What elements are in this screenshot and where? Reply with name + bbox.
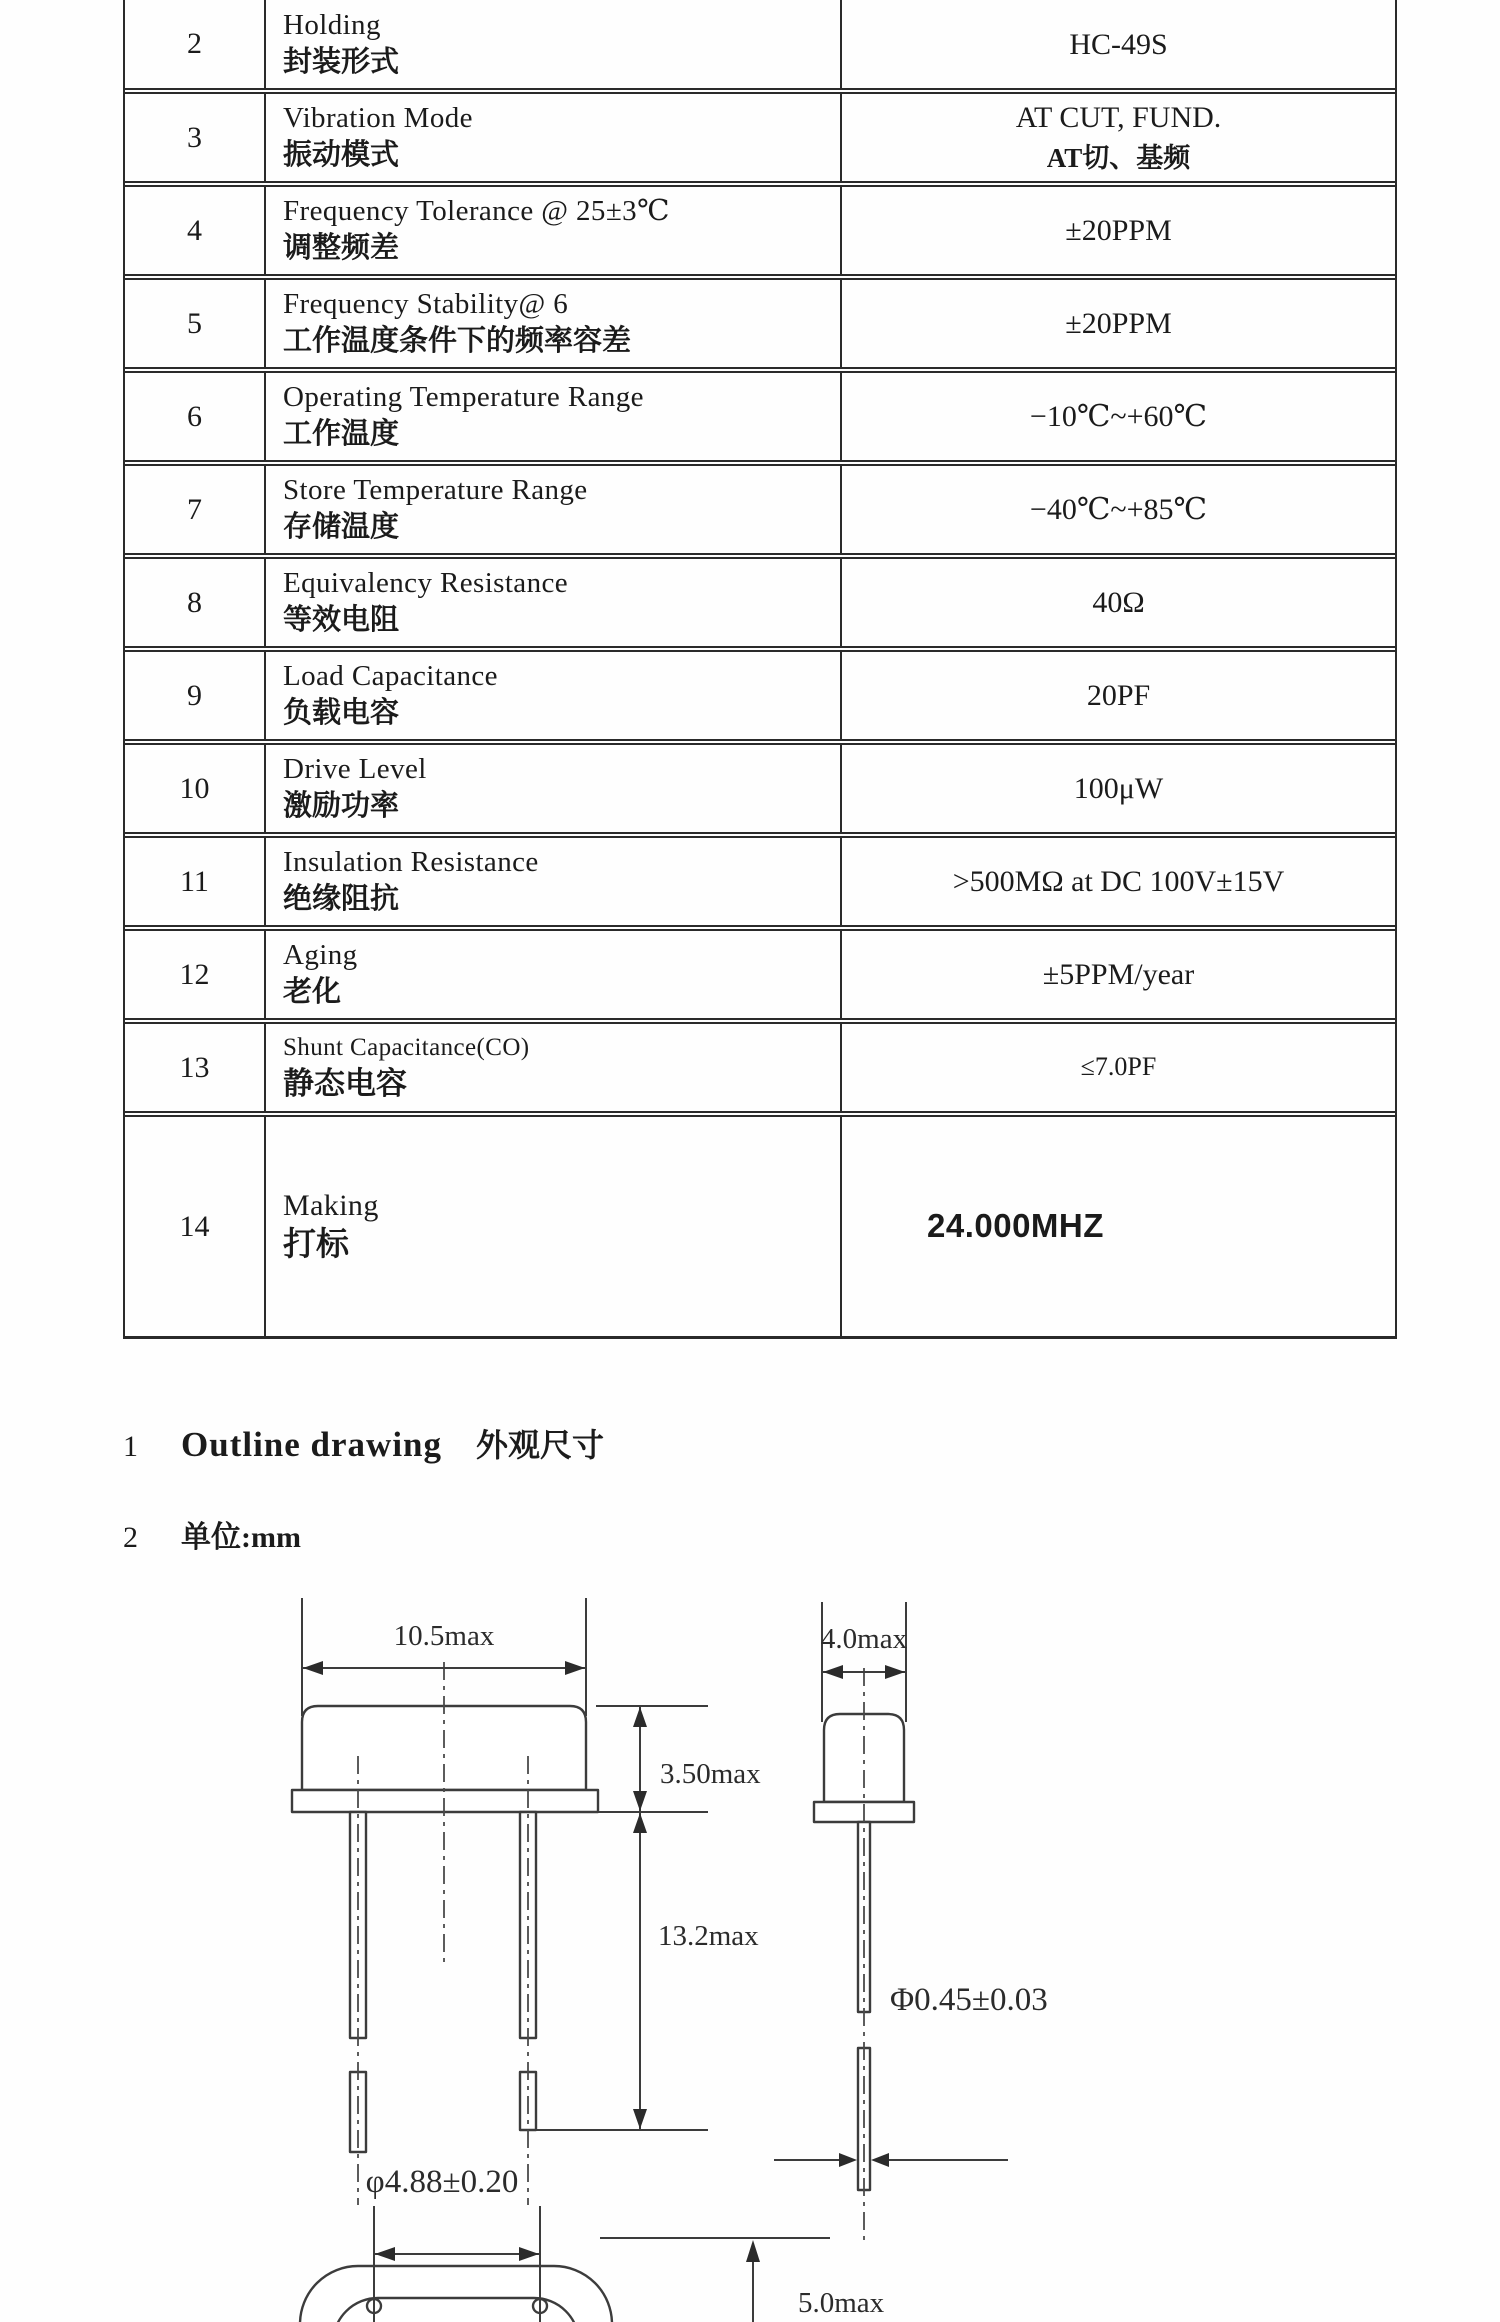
parameter-name-zh: 工作温度: [283, 418, 400, 450]
parameter-name-en: Shunt Capacitance(CO): [283, 1034, 530, 1062]
row-number-cell: 7: [125, 466, 266, 553]
parameter-name-zh: 封装形式: [283, 45, 400, 78]
parameter-name-en: Making: [283, 1189, 379, 1223]
section-number: 1: [123, 1430, 138, 1463]
section-number: 2: [123, 1521, 138, 1554]
row-number-cell: 11: [125, 838, 266, 925]
front-lead-dim-label: 13.2max: [658, 1920, 759, 1952]
parameter-value: 100μW: [1073, 772, 1164, 805]
arrowhead: [519, 2247, 539, 2261]
parameter-name-en: Equivalency Resistance: [283, 567, 569, 600]
front-width-dim-label: 10.5max: [393, 1620, 495, 1652]
arrowhead: [871, 2153, 889, 2167]
parameter-value: ±5PPM/year: [1042, 958, 1195, 991]
parameter-name-zh: 老化: [283, 976, 342, 1008]
pin-spacing-dim-label: φ4.88±0.20: [365, 2164, 519, 2200]
row-number-cell: 2: [125, 0, 266, 88]
parameter-value: AT CUT, FUND.: [1015, 101, 1222, 135]
arrowhead: [839, 2153, 857, 2167]
parameter-name-en: Drive Level: [283, 753, 427, 786]
row-number-cell: 4: [125, 187, 266, 274]
parameter-name-zh: 等效电阻: [283, 604, 400, 636]
parameter-value: −40℃~+85℃: [1029, 493, 1208, 526]
parameter-value: ±20PPM: [1065, 214, 1172, 247]
arrowhead: [823, 1665, 843, 1679]
crystal-flange-front: [292, 1790, 598, 1812]
arrowhead: [633, 1791, 647, 1811]
arrowhead: [633, 2109, 647, 2129]
parameter-name-zh: 调整频差: [283, 232, 400, 264]
parameter-value-zh: AT切、基频: [1046, 143, 1191, 174]
parameter-name-en: Holding: [283, 8, 381, 41]
parameter-name-en: Aging: [283, 939, 358, 972]
row-number-cell: 3: [125, 94, 266, 181]
parameter-name-en: Vibration Mode: [283, 102, 473, 135]
parameter-name-zh: 绝缘阻抗: [283, 883, 400, 915]
arrowhead: [885, 1665, 905, 1679]
parameter-name-zh: 振动模式: [283, 139, 400, 171]
parameter-value: 40Ω: [1092, 586, 1145, 619]
parameter-value: >500MΩ at DC 100V±15V: [952, 865, 1285, 898]
unit-label: 单位:mm: [181, 1521, 301, 1554]
section-title-zh: 外观尺寸: [476, 1427, 605, 1463]
parameter-name-en: Load Capacitance: [283, 660, 498, 693]
row-number-cell: 14: [125, 1117, 266, 1336]
parameter-name-en: Frequency Stability@ 6: [283, 288, 569, 321]
arrowhead: [633, 1707, 647, 1727]
row-number-cell: 10: [125, 745, 266, 832]
arrowhead: [633, 1813, 647, 1833]
parameter-value: ±20PPM: [1065, 307, 1172, 340]
row-number-cell: 8: [125, 559, 266, 646]
front-view-drawing: [292, 1598, 761, 2205]
row-number-cell: 9: [125, 652, 266, 739]
arrowhead: [375, 2247, 395, 2261]
arrowhead: [303, 1661, 323, 1675]
parameter-name-en: Operating Temperature Range: [283, 381, 644, 414]
parameter-value: HC-49S: [1069, 27, 1168, 61]
side-view-drawing: [774, 1602, 1048, 2240]
row-number-cell: 12: [125, 931, 266, 1018]
parameter-name-en: Insulation Resistance: [283, 846, 539, 879]
depth-dim-label: 5.0max: [798, 2287, 885, 2319]
parameter-name-zh: 激励功率: [283, 790, 400, 822]
parameter-value: ≤7.0PF: [1080, 1052, 1157, 1082]
parameter-name-zh: 存储温度: [283, 511, 400, 543]
row-number-cell: 5: [125, 280, 266, 367]
lead-diameter-dim-label: Φ0.45±0.03: [890, 1982, 1048, 2018]
parameter-name-zh: 打标: [283, 1227, 349, 1264]
parameter-name-en: Frequency Tolerance @ 25±3℃: [283, 195, 670, 228]
parameter-name-en: Store Temperature Range: [283, 474, 588, 507]
parameter-value: 20PF: [1086, 679, 1151, 712]
arrowhead: [565, 1661, 585, 1675]
parameter-value: −10℃~+60℃: [1029, 400, 1208, 433]
section-title-en: Outline drawing: [181, 1425, 443, 1464]
parameter-name-zh: 静态电容: [283, 1065, 407, 1101]
row-number-cell: 6: [125, 373, 266, 460]
front-height-dim-label: 3.50max: [660, 1758, 761, 1790]
parameter-name-zh: 负载电容: [283, 697, 400, 729]
arrowhead: [746, 2240, 760, 2262]
side-width-dim-label: 4.0max: [820, 1623, 908, 1655]
parameter-value: 24.000MHZ: [927, 1207, 1104, 1245]
parameter-name-zh: 工作温度条件下的频率容差: [283, 325, 632, 357]
row-number-cell: 13: [125, 1024, 266, 1111]
bottom-view-drawing: [300, 2164, 885, 2322]
